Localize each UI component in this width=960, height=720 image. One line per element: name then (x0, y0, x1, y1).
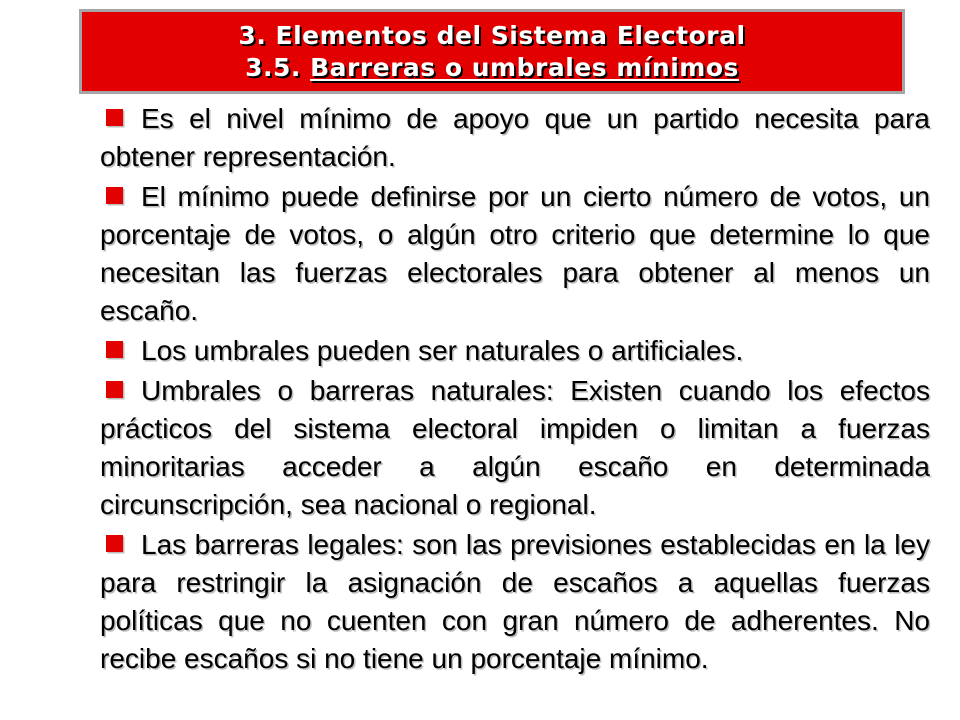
bullet-item (100, 332, 930, 370)
square-bullet-icon (106, 187, 123, 204)
square-bullet-icon (106, 341, 123, 358)
bullet-item (100, 372, 930, 524)
bullet-item (100, 526, 930, 678)
bullet-text: Umbrales o barreras naturales: Existen cuando los efectos prácticos del sistema electoral impiden o limitan a fuerzas minoritarias acceder a algún escaño en determinada circunscripción, sea nacional o regional. (100, 375, 930, 520)
bullet-text: Es el nivel mínimo de apoyo que un partido necesita para obtener representación. (100, 103, 930, 172)
subtitle-prefix: 3.5. (245, 52, 311, 82)
title-line-1: 3. Elementos del Sistema Electoral (238, 20, 746, 50)
square-bullet-icon (106, 109, 123, 126)
slide-title-box (79, 9, 905, 94)
bullet-list (100, 100, 930, 680)
bullet-item (100, 178, 930, 330)
bullet-text: Los umbrales pueden ser naturales o artificiales. (141, 335, 744, 366)
square-bullet-icon (106, 535, 123, 552)
bullet-text: El mínimo puede definirse por un cierto número de votos, un porcentaje de votos, o algún otro criterio que determine lo que necesitan las fuerzas electorales para obtener al menos un escaño. (100, 181, 930, 326)
slide-subtitle (245, 52, 739, 84)
bullet-item (100, 100, 930, 176)
bullet-text: Las barreras legales: son las previsiones establecidas en la ley para restringir la asignación de escaños a aquellas fuerzas políticas que no cuenten con gran número de adherentes. No recibe escaños si no tiene un porcentaje mínimo. (100, 529, 930, 674)
square-bullet-icon (106, 381, 123, 398)
subtitle-underlined: Barreras o umbrales mínimos (310, 52, 739, 82)
slide-title (238, 20, 745, 52)
